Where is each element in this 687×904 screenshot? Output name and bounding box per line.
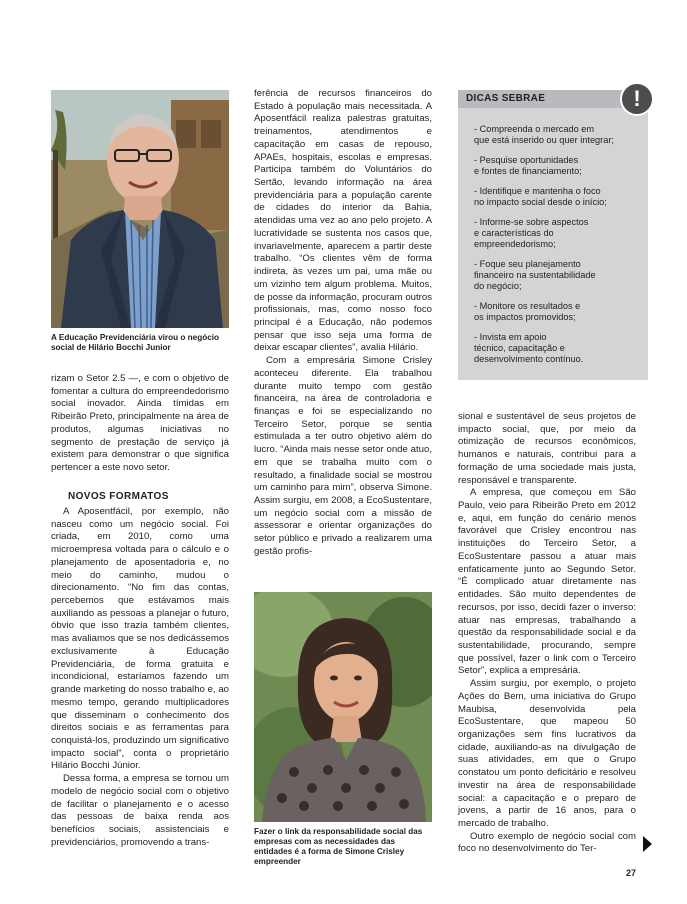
portrait-man-image: [51, 90, 229, 328]
article-column-2: [254, 88, 432, 559]
continue-arrow-icon: [643, 836, 652, 852]
tip-item: - Monitore os resultados e os impactos promovidos;: [474, 301, 581, 322]
paragraph: sional e sustentável de seus projetos de impacto social, que, por meio da otimização de recursos econômicos, humanos e naturais, contribui para a formação de uma sociedade mais justa, responsável e transparente.: [458, 411, 636, 486]
tip-item: - Foque seu planejamento financeiro na sustentabilidade do negócio;: [474, 259, 596, 291]
paragraph: rizam o Setor 2.5 —, e com o objetivo de fomentar a cultura do empreendedorismo social inovador. Ainda tímidas em Ribeirão Preto, principalmente na área de produtos, algumas iniciativas no segmento de prestação de serviço já existem para demonstrar o que significa pertencer a este novo setor.: [51, 373, 229, 474]
section-heading-novos-formatos: NOVOS FORMATOS: [68, 491, 169, 502]
paragraph: Assim surgiu, por exemplo, o projeto Ações do Bem, uma iniciativa do Grupo Maubisa, desenvolvida pela EcoSustentare, que mapeou 50 organizações sem fins lucrativos da cidade, auxiliando-as na divulgação de suas atividades, em que o Grupo constatou um ponto deficitário e resolveu investir na área de responsabilidade social: a capacitação e o preparo de jovens, a partir de 16 anos, para o mercado de trabalho.: [458, 678, 636, 829]
article-column-1-top: [51, 373, 229, 475]
photo-caption-hilario: A Educação Previdenciária virou o negócio social de Hilário Bocchi Junior: [51, 333, 220, 352]
portrait-woman-image: [254, 592, 432, 822]
sidebar-title: DICAS SEBRAE: [466, 93, 546, 104]
article-column-1-bottom: [51, 506, 229, 849]
tip-item: - Pesquise oportunidades e fontes de financiamento;: [474, 155, 582, 176]
paragraph: Com a empresária Simone Crisley aconteceu diferente. Ela trabalhou durante muito tempo com gestão financeira, na área de controladoria e finanças e foi se especializando no Terceiro Setor, porque se sentia estimulada a ter outro objetivo além do lucro. “Ainda mais nesse setor onde atuo, em que se trabalha muito com o resultado, a finalidade social se mostrou um caminho para mim”, observa Simone. Assim surgiu, em 2008, a EcoSustentare, um negócio social com a missão de assessorar e orientar organizações do setor público e privado a realizarem uma gestão profis-: [254, 355, 432, 557]
photo-simone-crisley: [254, 592, 432, 822]
article-column-3: [458, 411, 636, 856]
page-number: 27: [626, 868, 637, 878]
tips-list: [474, 124, 642, 374]
paragraph: Outro exemplo de negócio social com foco no desenvolvimento do Ter-: [458, 830, 636, 855]
paragraph: A empresa, que começou em São Paulo, veio para Ribeirão Preto em 2012 e, aqui, em função do cenário menos favorável que Crisley encontrou nas instituições do Terceiro Setor, a EcoSustentare passou a atuar mais enfaticamente junto ao Segundo Setor. “É complicado atuar diretamente nas entidades. São muito dependentes de recursos, por isso, decidi fazer o inverso: atuar nas empresas, trabalhando a questão da responsabilidade social e da sustentabilidade, procurando, sempre que possível, fazer o link com o Terceiro Setor”, explica a empresária.: [458, 487, 636, 677]
tip-item: - Identifique e mantenha o foco no impacto social desde o início;: [474, 186, 607, 207]
tip-item: - Informe-se sobre aspectos e características do empreendedorismo;: [474, 217, 589, 249]
tip-item: - Invista em apoio técnico, capacitação e desenvolvimento contínuo.: [474, 332, 584, 364]
photo-caption-simone: Fazer o link da responsabilidade social das empresas com as necessidades das entidades é a forma de Simone Crisley empreender: [254, 827, 423, 866]
tip-item: - Compreenda o mercado em que está inserido ou quer integrar;: [474, 124, 614, 145]
paragraph: ferência de recursos financeiros do Estado à população mais necessitada. A Aposentfácil realiza palestras gratuitas, treinamentos, atendimentos e capacitação em casas de repouso, APAEs, hospitais, escolas e empresas. Participa também do Voluntários do Sertão, levando informação na área previdenciária para a população carente de cidades do interior da Bahia, atendidas uma vez ao ano pelo projeto. A lucratividade se sustenta nos casos que, invariavelmente, aparecem a partir deste trabalho. “Os clientes vêm de forma indireta, às vezes um pai, uma mãe ou um vizinho tem algum problema. Muitos, de posse da informação, procuram outros profissionais, mas, como nosso foco principal é a Educação, não podemos pensar que isso seja uma forma de deixar escapar clientes”, avalia Hilário.: [254, 88, 432, 354]
sidebar-dicas-sebrae: [458, 90, 648, 380]
paragraph: Dessa forma, a empresa se tornou um modelo de negócio social com o objetivo de facilitar o planejamento e o acesso das pessoas de baixa renda aos benefícios sociais, assistenciais e previdenciários, promovendo a trans-: [51, 773, 229, 848]
paragraph: A Aposentfácil, por exemplo, não nasceu como um negócio social. Foi criada, em 2010, como uma microempresa voltada para o cálculo e o planejamento de aposentadoria e, no meio do caminho, mudou o direcionamento. “No fim das contas, percebemos que estávamos mais auxiliando as pessoas a planejar o futuro, óbvio que isso trazia também clientes, mas avaliamos que se nos dedicássemos exclusivamente à Educação Previdenciária, de forma gratuita e incondicional, estaríamos fazendo um grande marketing do nosso trabalho e, ao mesmo tempo, gerando multiplicadores que disseminam o conhecimento dos direitos sociais e as ferramentas para conquistá-los, produzindo um significativo impacto social”, conta o proprietário Hilário Bocchi Júnior.: [51, 506, 229, 772]
photo-hilario-bocchi: [51, 90, 229, 328]
exclamation-icon: !: [620, 82, 654, 116]
